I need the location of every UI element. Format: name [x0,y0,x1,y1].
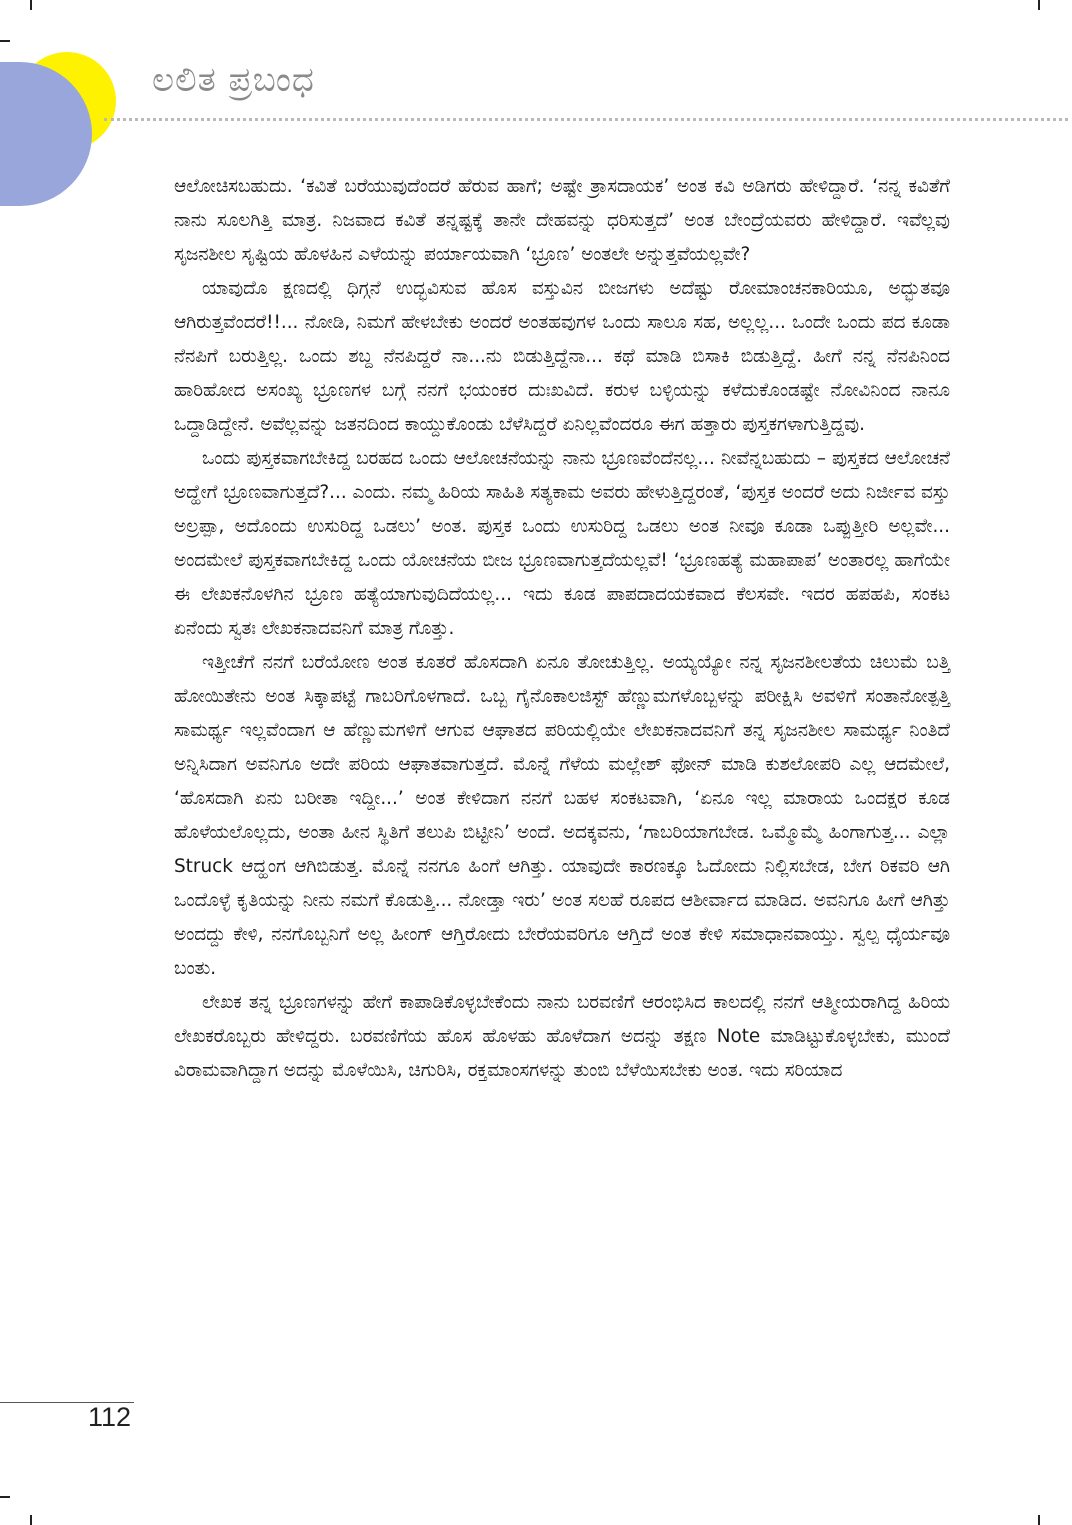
paragraph: ಲೇಖಕ ತನ್ನ ಭ್ರೂಣಗಳನ್ನು ಹೇಗೆ ಕಾಪಾಡಿಕೊಳ್ಳಬೇಕೆಂದು ನಾನು ಬರವಣಿಗೆ ಆರಂಭಿಸಿದ ಕಾಲದಲ್ಲಿ ನನಗೆ ಆತ್ಮೀಯರಾಗಿದ್ದ ಹಿರಿಯ ಲೇಖಕರೊಬ್ಬರು ಹೇಳಿದ್ದರು. ಬರವಣಿಗೆಯ ಹೊಸ ಹೊಳಹು ಹೊಳೆದಾಗ ಅದನ್ನು ತಕ್ಷಣ Note ಮಾಡಿಟ್ಟುಕೊಳ್ಳಬೇಕು, ಮುಂದೆ ವಿರಾಮವಾಗಿದ್ದಾಗ ಅದನ್ನು ಮೊಳೆಯಿಸಿ, ಚಿಗುರಿಸಿ, ರಕ್ತಮಾಂಸಗಳನ್ನು ತುಂಬಿ ಬೆಳೆಯಿಸಬೇಕು ಅಂತ. ಇದು ಸರಿಯಾದ [174,992,950,1081]
dotted-header-rule [104,118,1068,121]
page-number: 112 [88,1402,132,1432]
paragraph: ಒಂದು ಪುಸ್ತಕವಾಗಬೇಕಿದ್ದ ಬರಹದ ಒಂದು ಆಲೋಚನೆಯನ್ನು ನಾನು ಭ್ರೂಣವೆಂದೆನಲ್ಲ... ನೀವೆನ್ನಬಹುದು – ಪುಸ್ತಕದ ಆಲೋಚನೆ ಅದ್ಹೇಗೆ ಭ್ರೂಣವಾಗುತ್ತದೆ?... ಎಂದು. ನಮ್ಮ ಹಿರಿಯ ಸಾಹಿತಿ ಸತ್ಯಕಾಮ ಅವರು ಹೇಳುತ್ತಿದ್ದರಂತೆ, ‘ಪುಸ್ತಕ ಅಂದರೆ ಅದು ನಿರ್ಜೀವ ವಸ್ತು ಅಲ್ರಪ್ಪಾ, ಅದೊಂದು ಉಸುರಿದ್ದ ಒಡಲು’ ಅಂತ. ಪುಸ್ತಕ ಒಂದು ಉಸುರಿದ್ದ ಒಡಲು ಅಂತ ನೀವೂ ಕೂಡಾ ಒಪ್ಪುತ್ತೀರಿ ಅಲ್ಲವೇ... ಅಂದಮೇಲೆ ಪುಸ್ತಕವಾಗಬೇಕಿದ್ದ ಒಂದು ಯೋಚನೆಯ ಬೀಜ ಭ್ರೂಣವಾಗುತ್ತದೆಯಲ್ಲವೆ! ‘ಭ್ರೂಣಹತ್ಯೆ ಮಹಾಪಾಪ’ ಅಂತಾರಲ್ಲ ಹಾಗೆಯೇ ಈ ಲೇಖಕನೊಳಗಿನ ಭ್ರೂಣ ಹತ್ಯೆಯಾಗುವುದಿದೆಯಲ್ಲ... ಇದು ಕೂಡ ಪಾಪದಾದಯಕವಾದ ಕೆಲಸವೇ. ಇದರ ಹಪಹಪಿ, ಸಂಕಟ ಏನೆಂದು ಸ್ವತಃ ಲೇಖಕನಾದವನಿಗೆ ಮಾತ್ರ ಗೊತ್ತು. [174,448,950,639]
running-header-title: ಲಲಿತ ಪ್ರಬಂಧ [152,60,315,100]
crop-mark [1038,1515,1040,1525]
paragraph: ಆಲೋಚಿಸಬಹುದು. ‘ಕವಿತೆ ಬರೆಯುವುದೆಂದರೆ ಹೆರುವ ಹಾಗೆ; ಅಷ್ಟೇ ತ್ರಾಸದಾಯಕ’ ಅಂತ ಕವಿ ಅಡಿಗರು ಹೇಳಿದ್ದಾರೆ. ‘ನನ್ನ ಕವಿತೆಗೆ ನಾನು ಸೂಲಗಿತ್ತಿ ಮಾತ್ರ. ನಿಜವಾದ ಕವಿತೆ ತನ್ನಷ್ಟಕ್ಕೆ ತಾನೇ ದೇಹವನ್ನು ಧರಿಸುತ್ತದೆ’ ಅಂತ ಬೇಂದ್ರೆಯವರು ಹೇಳಿದ್ದಾರೆ. ಇವೆಲ್ಲವು ಸೃಜನಶೀಲ ಸೃಷ್ಟಿಯ ಹೊಳಹಿನ ಎಳೆಯನ್ನು ಪರ್ಯಾಯವಾಗಿ ‘ಭ್ರೂಣ’ ಅಂತಲೇ ಅನ್ನುತ್ತವೆಯಲ್ಲವೇ? [174,176,950,265]
crop-mark [0,1496,10,1498]
crop-mark [30,1515,32,1525]
paragraph: ಯಾವುದೊ ಕ್ಷಣದಲ್ಲಿ ಧಿಗ್ಗನೆ ಉದ್ಭವಿಸುವ ಹೊಸ ವಸ್ತುವಿನ ಬೀಜಗಳು ಅದೆಷ್ಟು ರೋಮಾಂಚನಕಾರಿಯೂ, ಅದ್ಭುತವೂ ಆಗಿರುತ್ತವೆಂದರೆ!!... ನೋಡಿ, ನಿಮಗೆ ಹೇಳಬೇಕು ಅಂದರೆ ಅಂತಹವುಗಳ ಒಂದು ಸಾಲೂ ಸಹ, ಅಲ್ಲಲ್ಲ... ಒಂದೇ ಒಂದು ಪದ ಕೂಡಾ ನೆನಪಿಗೆ ಬರುತ್ತಿಲ್ಲ. ಒಂದು ಶಬ್ದ ನೆನಪಿದ್ದರೆ ನಾ...ನು ಬಿಡುತ್ತಿದ್ದೆನಾ... ಕಥೆ ಮಾಡಿ ಬಿಸಾಕಿ ಬಿಡುತ್ತಿದ್ದೆ. ಹೀಗೆ ನನ್ನ ನೆನಪಿನಿಂದ ಹಾರಿಹೋದ ಅಸಂಖ್ಯ ಭ್ರೂಣಗಳ ಬಗ್ಗೆ ನನಗೆ ಭಯಂಕರ ದುಃಖವಿದೆ. ಕರುಳ ಬಳ್ಳಿಯನ್ನು ಕಳೆದುಕೊಂಡಷ್ಟೇ ನೋವಿನಿಂದ ನಾನೂ ಒದ್ದಾಡಿದ್ದೇನೆ. ಅವೆಲ್ಲವನ್ನು ಜತನದಿಂದ ಕಾಯ್ದುಕೊಂಡು ಬೆಳೆಸಿದ್ದರೆ ಏನಿಲ್ಲವೆಂದರೂ ಈಗ ಹತ್ತಾರು ಪುಸ್ತಕಗಳಾಗುತ್ತಿದ್ದವು. [174,278,950,435]
paragraph: ಇತ್ತೀಚೆಗೆ ನನಗೆ ಬರೆಯೋಣ ಅಂತ ಕೂತರೆ ಹೊಸದಾಗಿ ಏನೂ ತೋಚುತ್ತಿಲ್ಲ. ಅಯ್ಯಯ್ಯೋ ನನ್ನ ಸೃಜನಶೀಲತೆಯ ಚಿಲುಮೆ ಬತ್ತಿ ಹೋಯಿತೇನು ಅಂತ ಸಿಕ್ಕಾಪಟ್ಟೆ ಗಾಬರಿಗೊಳಗಾದೆ. ಒಬ್ಬ ಗೈನೊಕಾಲಜಿಸ್ಟ್ ಹೆಣ್ಣುಮಗಳೊಬ್ಬಳನ್ನು ಪರೀಕ್ಷಿಸಿ ಅವಳಿಗೆ ಸಂತಾನೋತ್ಪತ್ತಿ ಸಾಮರ್ಥ್ಯ ಇಲ್ಲವೆಂದಾಗ ಆ ಹೆಣ್ಣುಮಗಳಿಗೆ ಆಗುವ ಆಘಾತದ ಪರಿಯಲ್ಲಿಯೇ ಲೇಖಕನಾದವನಿಗೆ ತನ್ನ ಸೃಜನಶೀಲ ಸಾಮರ್ಥ್ಯ ನಿಂತಿದೆ ಅನ್ನಿಸಿದಾಗ ಅವನಿಗೂ ಅದೇ ಪರಿಯ ಆಘಾತವಾಗುತ್ತದೆ. ಮೊನ್ನೆ ಗೆಳೆಯ ಮಲ್ಲೇಶ್ ಫೋನ್ ಮಾಡಿ ಕುಶಲೋಪರಿ ಎಲ್ಲ ಆದಮೇಲೆ, ‘ಹೊಸದಾಗಿ ಏನು ಬರೀತಾ ಇದ್ದೀ...’ ಅಂತ ಕೇಳಿದಾಗ ನನಗೆ ಬಹಳ ಸಂಕಟವಾಗಿ, ‘ಏನೂ ಇಲ್ಲ ಮಾರಾಯ ಒಂದಕ್ಷರ ಕೂಡ ಹೊಳೆಯಲೊಲ್ಲದು, ಅಂತಾ ಹೀನ ಸ್ಥಿತಿಗೆ ತಲುಪಿ ಬಿಟ್ಟೀನಿ’ ಅಂದೆ. ಅದಕ್ಕವನು, ‘ಗಾಬರಿಯಾಗಬೇಡ. ಒಮ್ಮೊಮ್ಮೆ ಹಿಂಗಾಗುತ್ತ... ಎಲ್ಲಾ Struck ಆದ್ಹಂಗ ಆಗಿಬಿಡುತ್ತ. ಮೊನ್ನೆ ನನಗೂ ಹಿಂಗೆ ಆಗಿತ್ತು. ಯಾವುದೇ ಕಾರಣಕ್ಕೂ ಓದೋದು ನಿಲ್ಲಿಸಬೇಡ, ಬೇಗ ರಿಕವರಿ ಆಗಿ ಒಂದೊಳ್ಳೆ ಕೃತಿಯನ್ನು ನೀನು ನಮಗೆ ಕೊಡುತ್ತಿ... ನೋಡ್ತಾ ಇರು’ ಅಂತ ಸಲಹೆ ರೂಪದ ಆಶೀರ್ವಾದ ಮಾಡಿದ. ಅವನಿಗೂ ಹೀಗೆ ಆಗಿತ್ತು ಅಂದದ್ದು ಕೇಳಿ, ನನಗೊಬ್ಬನಿಗೆ ಅಲ್ಲ ಹೀಂಗ್ ಆಗ್ತಿರೋದು ಬೇರೆಯವರಿಗೂ ಆಗ್ತಿದೆ ಅಂತ ಕೇಳಿ ಸಮಾಧಾನವಾಯ್ತು. ಸ್ವಲ್ಪ ಧೈರ್ಯವೂ ಬಂತು. [174,652,950,979]
crop-mark [30,0,32,10]
body-text [174,170,950,1088]
crop-mark [1038,0,1040,10]
crop-mark [0,40,10,42]
